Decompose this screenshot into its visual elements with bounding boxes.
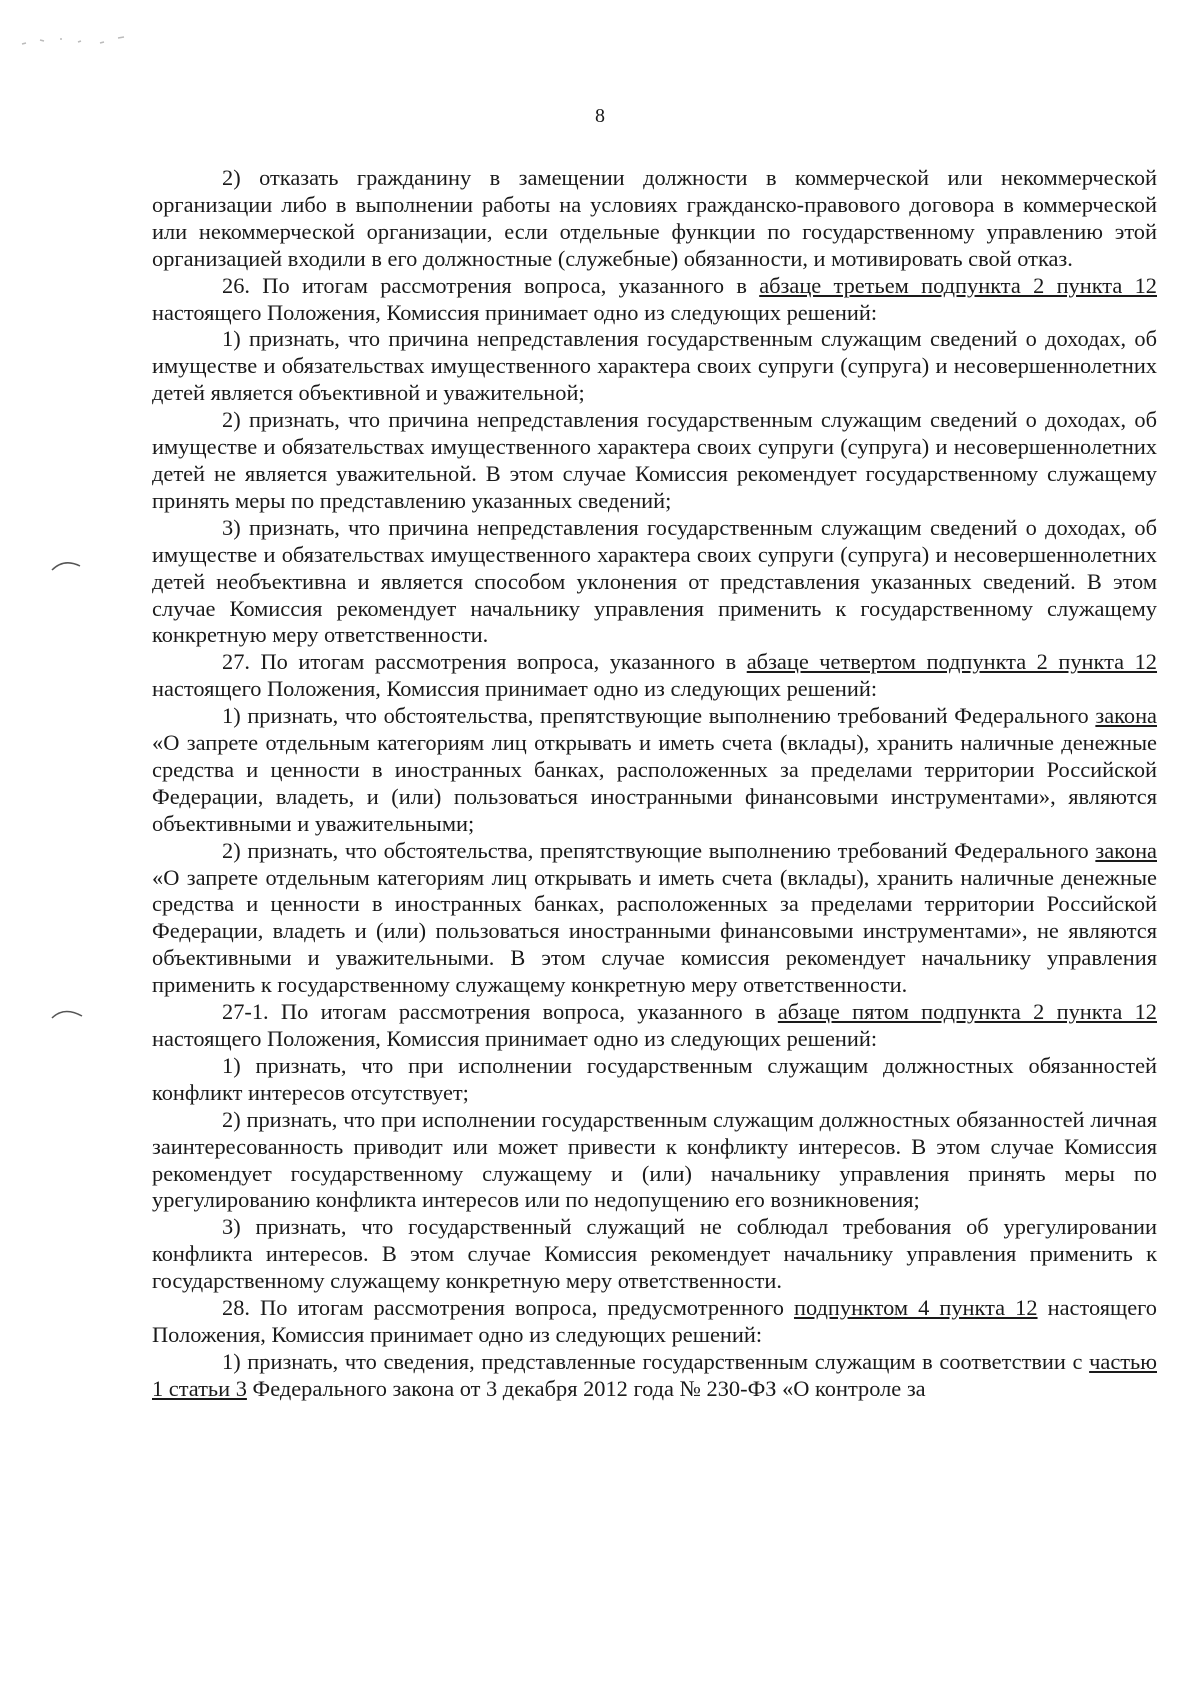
page-number: 8 (595, 105, 605, 127)
paragraph-text: 1) признать, что при исполнении государственным служащим должностных обязанностей конфликт интересов отсутствует; (152, 1052, 1157, 1105)
paragraph (152, 1295, 1157, 1349)
paragraph-text: 1) признать, что сведения, представленные государственным служащим в соответствии с (222, 1348, 1090, 1374)
paragraph-text: 1) признать, что причина непредставления государственным служащим сведений о доходах, об имуществе и обязательствах имущественного характера своих супруги (супруга) и несовершеннолетних детей является объективной и уважительной; (152, 326, 1157, 406)
paragraph (152, 326, 1157, 407)
paragraph (152, 165, 1157, 273)
legal-reference-link: подпунктом 4 пункта 12 (793, 1295, 1038, 1321)
paragraph (152, 649, 1157, 703)
paragraph-text: «О запрете отдельным категориям лиц открывать и иметь счета (вклады), хранить наличные денежные средства и ценности в иностранных банках, расположенных за пределами территории Российской Федерации, владеть и (или) пользоваться иностранными финансовыми инструментами», не являются объективными и уважительными. В этом случае комиссия рекомендует начальнику управления применить к государственному служащему конкретную меру ответственности. (152, 864, 1157, 998)
legal-reference-link: абзаце четвертом подпункта 2 пункта 12 (746, 649, 1158, 675)
paragraph (152, 1349, 1157, 1403)
paragraph (152, 1053, 1157, 1107)
paragraph (152, 515, 1157, 650)
paragraph (152, 999, 1157, 1053)
paragraph-text: «О запрете отдельным категориям лиц открывать и иметь счета (вклады), хранить наличные денежные средства и ценности в иностранных банках, расположенных за пределами территории Российской Федерации, владеть, и (или) пользоваться иностранными финансовыми инструментами», являются объективными и уважительными; (152, 730, 1157, 836)
paragraph-text: 1) признать, что обстоятельства, препятствующие выполнению требований Федерального (222, 703, 1096, 729)
legal-reference-link: частью 1 статьи 3 (152, 1348, 1157, 1401)
scan-speckle-mark (20, 30, 130, 50)
paragraph-text: настоящего Положения, Комиссия принимает одно из следующих решений: (152, 1295, 1158, 1347)
paragraph (152, 1107, 1157, 1215)
paragraph-text: 2) признать, что обстоятельства, препятствующие выполнению требований Федерального (222, 837, 1096, 863)
paragraph-text: 2) отказать гражданину в замещении должности в коммерческой или некоммерческой организации либо в выполнении работы на условиях гражданско-правового договора в коммерческой или некоммерческой организации, если отдельные функции по государственному управлению этой организацией входили в его должностные (служебные) обязанности, и мотивировать свой отказ. (152, 165, 1157, 271)
legal-reference-link: абзаце пятом подпункта 2 пункта 12 (777, 999, 1157, 1025)
paragraph-text: 2) признать, что причина непредставления государственным служащим сведений о доходах, об имуществе и обязательствах имущественного характера своих супруги (супруга) и несовершеннолетних детей не является уважительной. В этом случае Комиссия рекомендует государственному служащему принять меры по представлению указанных сведений; (152, 407, 1157, 513)
paragraph-text: 3) признать, что государственный служащий не соблюдал требования об урегулировании конфликта интересов. В этом случае Комиссия рекомендует начальнику управления применить к государственному служащему конкретную меру ответственности. (152, 1214, 1157, 1294)
paragraph-text: 26. По итогам рассмотрения вопроса, указанного в (222, 272, 760, 298)
paragraph-text: настоящего Положения, Комиссия принимает одно из следующих решений: (152, 299, 878, 325)
paragraph (152, 838, 1157, 999)
document-body (152, 165, 1157, 1403)
paragraph-text: настоящего Положения, Комиссия принимает одно из следующих решений: (152, 1026, 878, 1051)
paragraph-text: 2) признать, что при исполнении государственным служащим должностных обязанностей личная заинтересованность приводит или может привести к конфликту интересов. В этом случае Комиссия рекомендует государственному служащему и (или) начальнику управления принять меры по урегулированию конфликта интересов или по недопущению его возникновения; (152, 1106, 1157, 1213)
scan-edge-mark (50, 556, 90, 574)
paragraph-text: Федерального закона от 3 декабря 2012 года № 230-ФЗ «О контроле за (246, 1375, 926, 1401)
paragraph (152, 1214, 1157, 1295)
legal-reference-link: закона (1095, 837, 1157, 863)
paragraph (152, 407, 1157, 515)
paragraph-text: 3) признать, что причина непредставления государственным служащим сведений о доходах, об имуществе и обязательствах имущественного характера своих супруги (супруга) и несовершеннолетних детей необъективна и является способом уклонения от представления указанных сведений. В этом случае Комиссия рекомендует начальнику управления применить к государственному служащему конкретную меру ответственности. (152, 514, 1157, 648)
legal-reference-link: абзаце третьем подпункта 2 пункта 12 (759, 272, 1157, 298)
paragraph-text: 28. По итогам рассмотрения вопроса, предусмотренного (222, 1295, 794, 1321)
paragraph-text: 27-1. По итогам рассмотрения вопроса, указанного в (222, 999, 778, 1025)
legal-reference-link: закона (1095, 703, 1157, 729)
paragraph (152, 273, 1157, 327)
paragraph-text: 27. По итогам рассмотрения вопроса, указанного в (222, 649, 747, 675)
paragraph (152, 703, 1157, 838)
paragraph-text: настоящего Положения, Комиссия принимает одно из следующих решений: (152, 676, 878, 702)
scan-edge-mark (50, 1004, 90, 1022)
